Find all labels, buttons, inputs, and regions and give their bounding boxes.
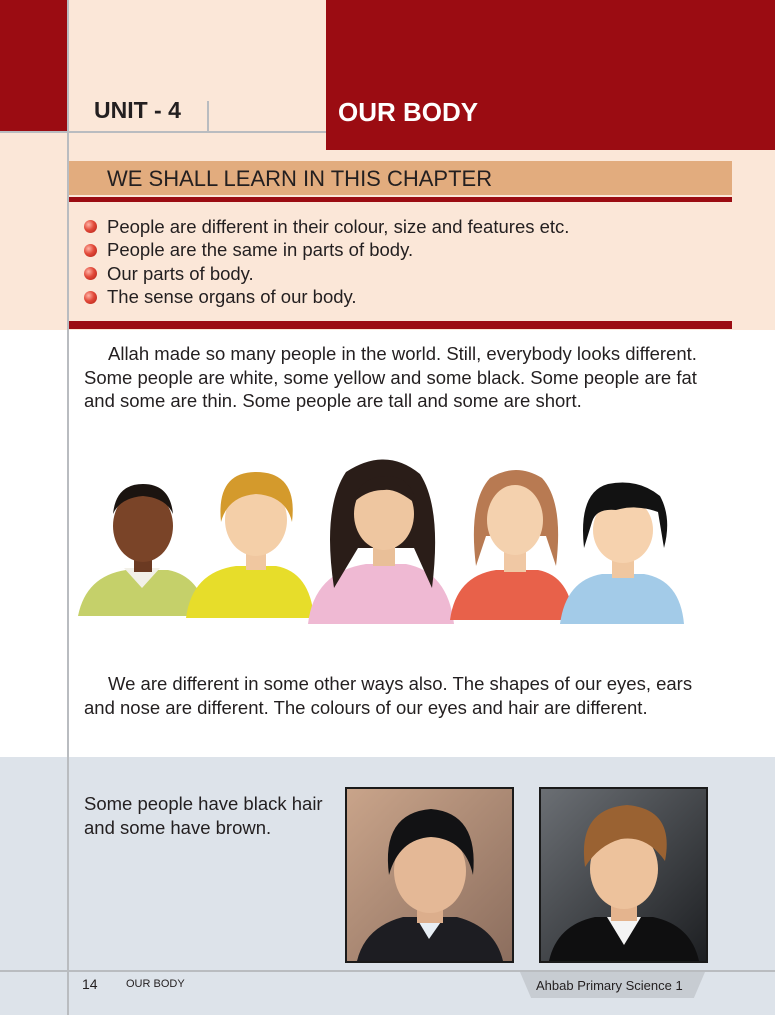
list-item-text: People are different in their colour, size and features etc. <box>107 215 570 237</box>
child-figure-2 <box>186 472 314 618</box>
margin-line <box>67 0 69 1015</box>
learn-heading: WE SHALL LEARN IN THIS CHAPTER <box>107 166 493 191</box>
hair-caption: Some people have black hair and some have brown. <box>84 793 323 838</box>
learn-rule-bottom <box>69 321 732 329</box>
unit-label: UNIT - 4 <box>94 97 181 123</box>
unit-divider <box>207 101 209 131</box>
header-rule <box>0 131 326 133</box>
differences-paragraph: We are different in some other ways also. The shapes of our eyes, ears and nose are different. The colours of our eyes and hair are different. <box>84 673 693 718</box>
list-item <box>84 286 724 310</box>
page-number: 14 <box>82 976 98 992</box>
footer-chapter: OUR BODY <box>126 978 185 990</box>
child-figure-4 <box>450 470 574 620</box>
learn-list <box>84 215 724 309</box>
intro-paragraph: Allah made so many people in the world. Still, everybody looks different. Some people are white, some yellow and some black. Some people are fat and some are thin. Some people are tall and some are short. <box>84 343 697 411</box>
list-item <box>84 239 724 263</box>
list-item-text: Our parts of body. <box>107 262 254 284</box>
bullet-icon <box>84 244 97 257</box>
footer-rule <box>0 970 775 972</box>
list-item <box>84 215 724 239</box>
photo-black-hair-boy <box>345 787 514 963</box>
list-item-text: The sense organs of our body. <box>107 286 357 308</box>
bullet-icon <box>84 220 97 233</box>
header-band-left <box>0 0 68 132</box>
child-figure-1 <box>78 484 208 616</box>
children-illustration <box>76 448 688 633</box>
page-title: OUR BODY <box>338 97 479 127</box>
photo-brown-hair-boy <box>539 787 708 963</box>
child-figure-5 <box>560 483 684 625</box>
bullet-icon <box>84 291 97 304</box>
footer-book-title: Ahbab Primary Science 1 <box>536 978 683 993</box>
learn-rule-top <box>69 197 732 202</box>
list-item-text: People are the same in parts of body. <box>107 239 414 261</box>
bullet-icon <box>84 267 97 280</box>
list-item <box>84 262 724 286</box>
child-figure-3 <box>308 459 454 624</box>
